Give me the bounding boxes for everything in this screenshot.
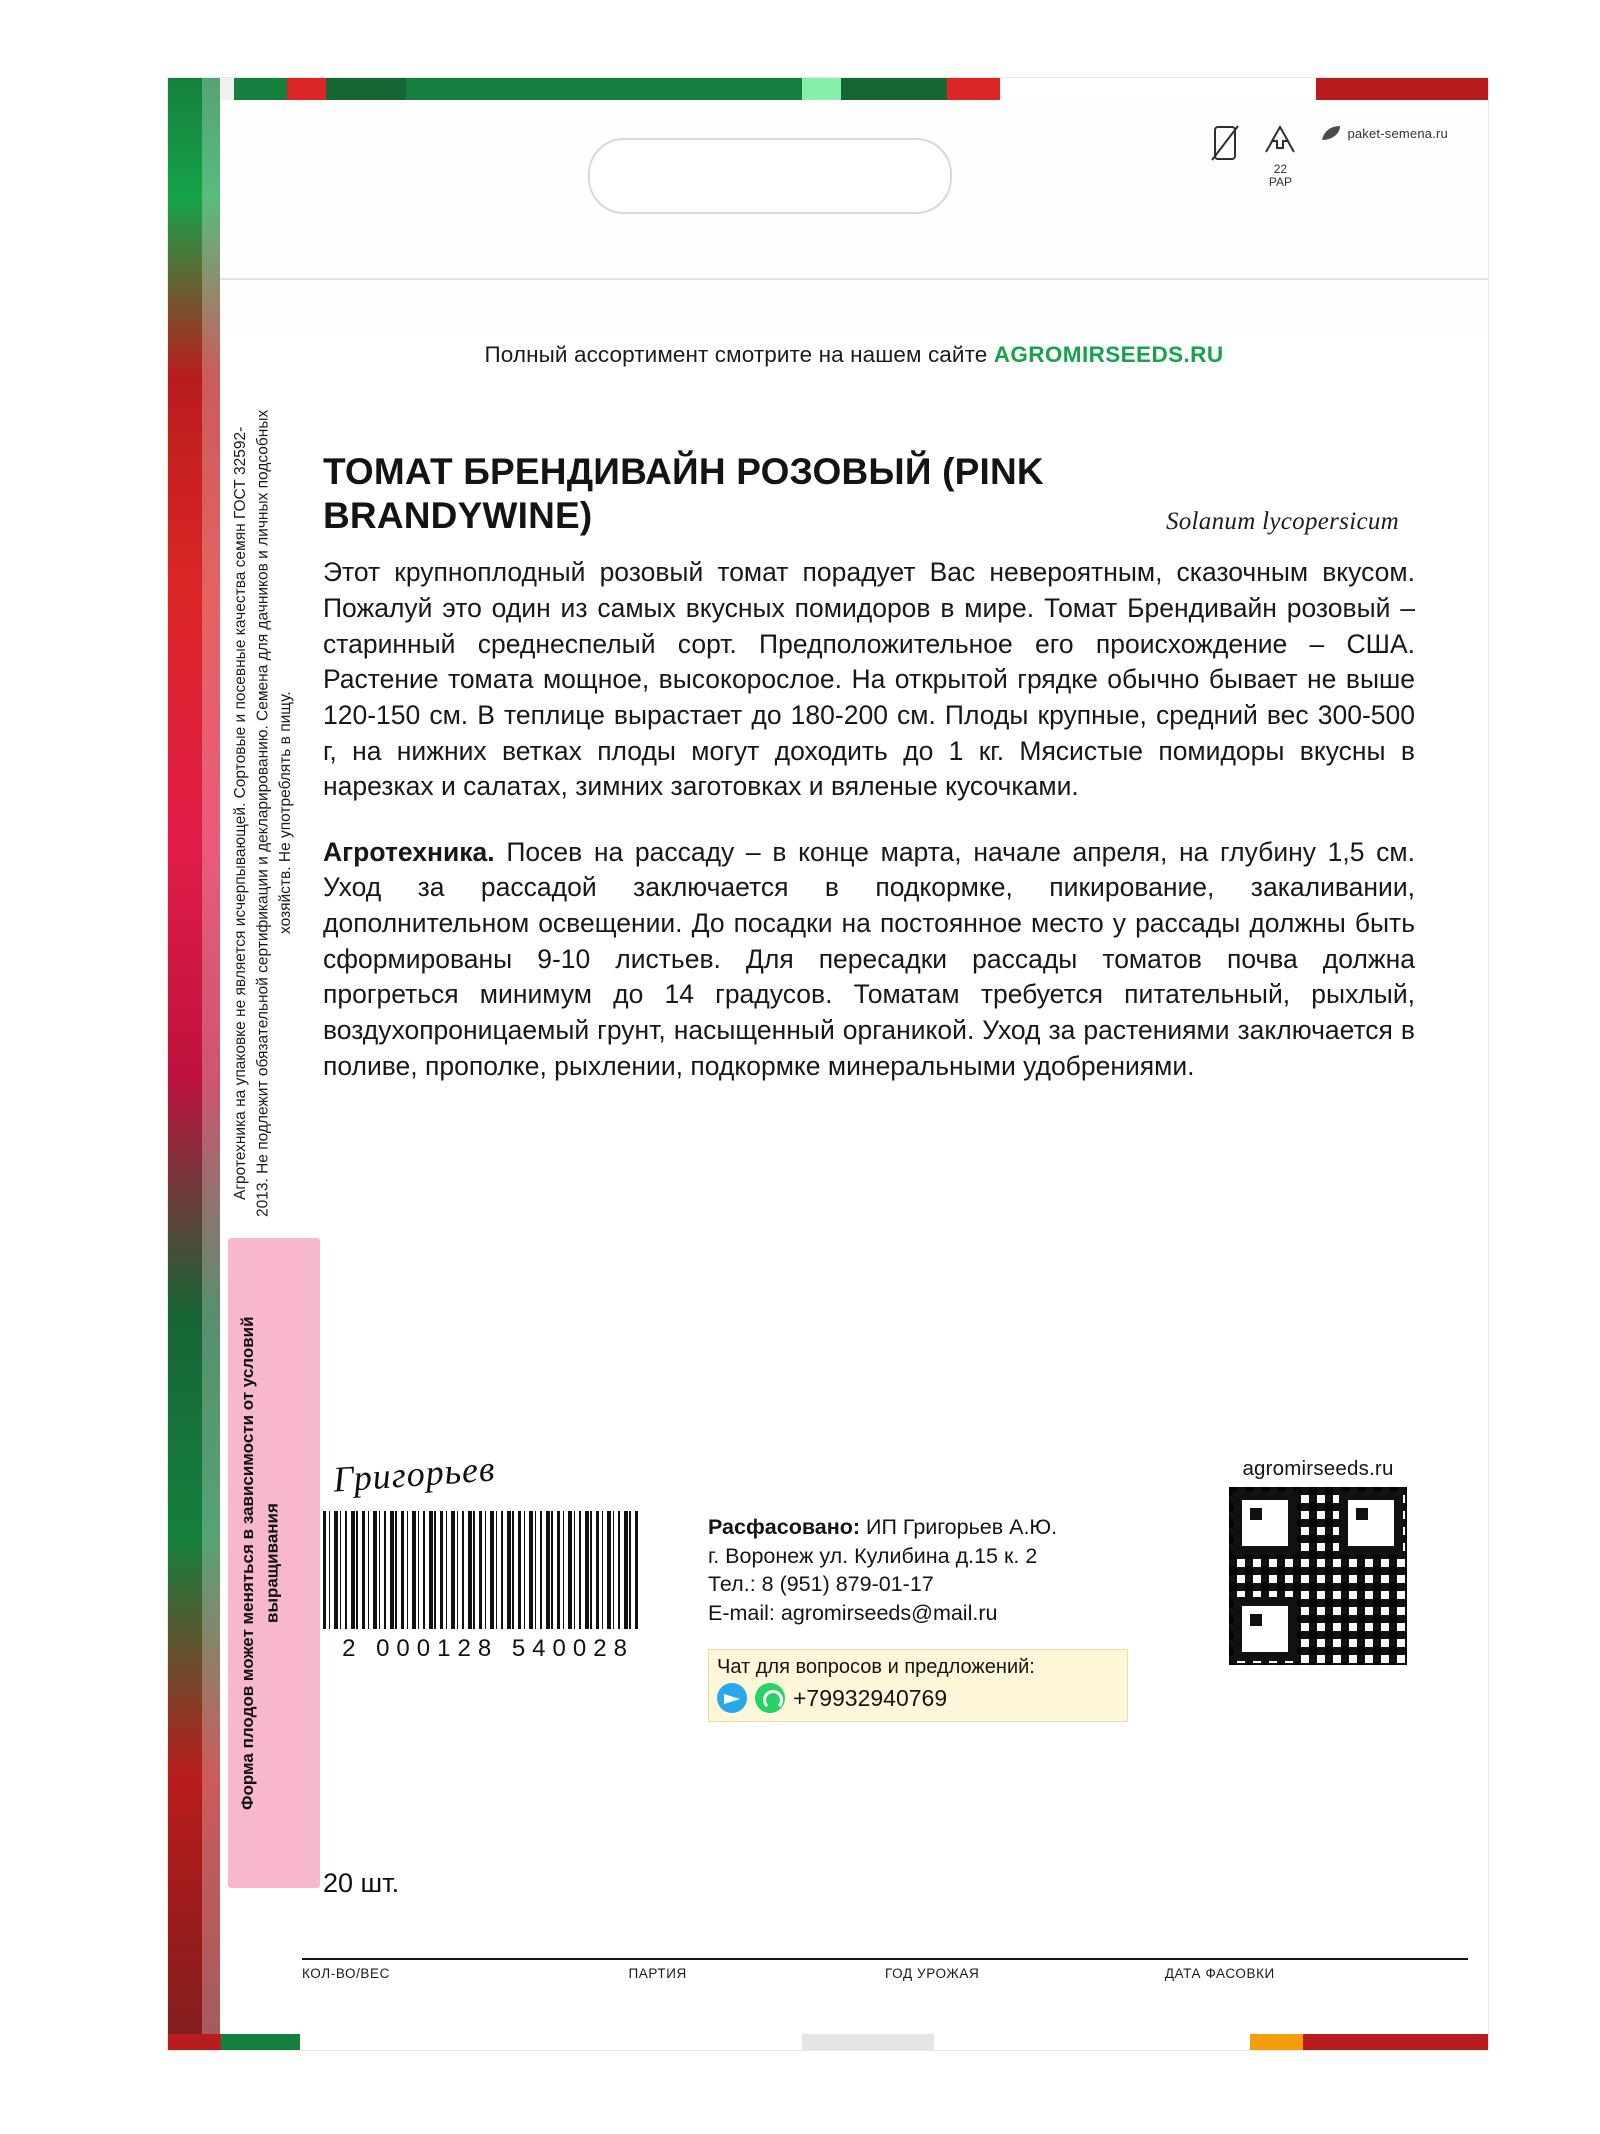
telegram-icon[interactable] — [717, 1683, 747, 1713]
field-label-batch: ПАРТИЯ — [628, 1966, 687, 1981]
packer-address: г. Воронеж ул. Кулибина д.15 к. 2 — [708, 1543, 1038, 1568]
chat-box — [708, 1649, 1128, 1722]
paket-semena-link[interactable] — [1320, 124, 1448, 142]
quantity-label: 20 шт. — [323, 1868, 400, 1898]
bottom-fields — [220, 1958, 1488, 2018]
latin-name: Solanum lycopersicum — [1165, 508, 1399, 535]
packer-info — [708, 1513, 1128, 1627]
main-content — [323, 450, 1415, 1084]
assortment-text: Полный ассортимент смотрите на нашем сайте — [484, 342, 988, 367]
barcode-image — [323, 1511, 641, 1629]
assortment-line — [220, 342, 1488, 368]
chat-title: Чат для вопросов и предложений: — [717, 1656, 1035, 1678]
qr-block — [1213, 1457, 1423, 1665]
description-paragraph: Этот крупноплодный розовый томат порадует Вас невероятным, сказочным вкусом. Пожалуй это один из самых вкусных помидоров в мире. Томат Брендивайн розовый – старинный среднеспелый сорт. Предположительное его происхождение – США. Растение томата мощное, высокорослое. На открытой грядке обычно бывает не выше 120-150 см. В теплице вырастает до 180-200 см. Плоды крупные, средний вес 300-500 г, на нижних ветках плоды могут доходить до 1 кг. Мясистые помидоры вкусны в нарезках и салатах, зимних заготовках и вяленые кусочками. — [323, 557, 1415, 802]
field-label-packing-date: ДАТА ФАСОВКИ — [1164, 1966, 1275, 1981]
no-litter-icon — [1210, 124, 1240, 167]
left-color-band — [168, 78, 220, 2050]
footer-block — [323, 1448, 1423, 1711]
packer-name: ИП Григорьев А.Ю. — [866, 1515, 1058, 1539]
whatsapp-icon[interactable] — [755, 1683, 785, 1713]
packer-phone: Тел.: 8 (951) 879-01-17 — [708, 1572, 934, 1597]
packer-label: Расфасовано: — [708, 1515, 861, 1539]
bottom-color-strip — [168, 2034, 1488, 2050]
qr-eye-top-right — [1339, 1491, 1403, 1555]
chat-phone: +79932940769 — [793, 1684, 948, 1711]
seed-packet — [168, 78, 1488, 2050]
signature: Григорьев — [331, 1448, 497, 1500]
qr-eye-top-left — [1233, 1491, 1297, 1555]
side-disclaimer: Агротехника на упаковке не является исчерпывающей. Сортовые и посевные качества семян ГОСТ 32592-2013. Не подлежит обязательной сертификации и декларированию. Семена для дачников и личных подсобных хозяйств. Не употреблять в пищу. — [232, 409, 294, 1217]
barcode-block — [323, 1511, 653, 1663]
agrotechnics-text: Посев на рассаду – в конце марта, начале апреля, на глубину 1,5 см. Уход за рассадой заключается в подкормке, пикирование, закаливании, дополнительном освещении. До посадки на постоянное место у рассады должны быть сформированы 9-10 листьев. Для пересадки рассады томатов почва должна прогреться минимум до 14 градусов. Томатам требуется питательный, рыхлый, воздухопроницаемый грунт, насыщенный органикой. Уход за растениями заключается в поливе, прополке, рыхлении, подкормке минеральными удобрениями. — [323, 836, 1415, 1081]
qr-site-label: agromirseeds.ru — [1242, 1457, 1394, 1480]
qr-eye-bottom-left — [1233, 1597, 1297, 1661]
side-warning-text: Форма плодов может меняться в зависимости от условий выращивания — [238, 1316, 282, 1810]
packaging-icons — [1210, 124, 1448, 188]
agrotechnics-label: Агротехника. — [323, 836, 495, 867]
chat-contacts[interactable] — [717, 1683, 1119, 1713]
qr-code[interactable] — [1229, 1487, 1407, 1665]
hang-hole — [588, 138, 952, 214]
top-color-strip — [168, 78, 1488, 100]
side-warning-box — [228, 1238, 320, 1888]
agrotechnics-paragraph — [323, 835, 1415, 1084]
fields-divider — [302, 1958, 1468, 1960]
packer-email: E-mail: agromirseeds@mail.ru — [708, 1600, 998, 1625]
pap-number: 22 PAP — [1268, 162, 1292, 189]
barcode-number: 2 000128 540028 — [342, 1635, 634, 1662]
paket-site-label: paket-semena.ru — [1347, 125, 1448, 141]
page-title: ТОМАТ БРЕНДИВАЙН РОЗОВЫЙ (PINK BRANDYWINE) — [323, 451, 1044, 536]
brand-site-link[interactable]: AGROMIRSEEDS.RU — [993, 342, 1224, 367]
leaf-icon — [1320, 124, 1342, 142]
field-label-quantity: КОЛ-ВО/ВЕС — [302, 1966, 390, 1981]
recycle-pap-icon — [1262, 124, 1298, 188]
field-label-harvest-year: ГОД УРОЖАЯ — [884, 1966, 980, 1981]
